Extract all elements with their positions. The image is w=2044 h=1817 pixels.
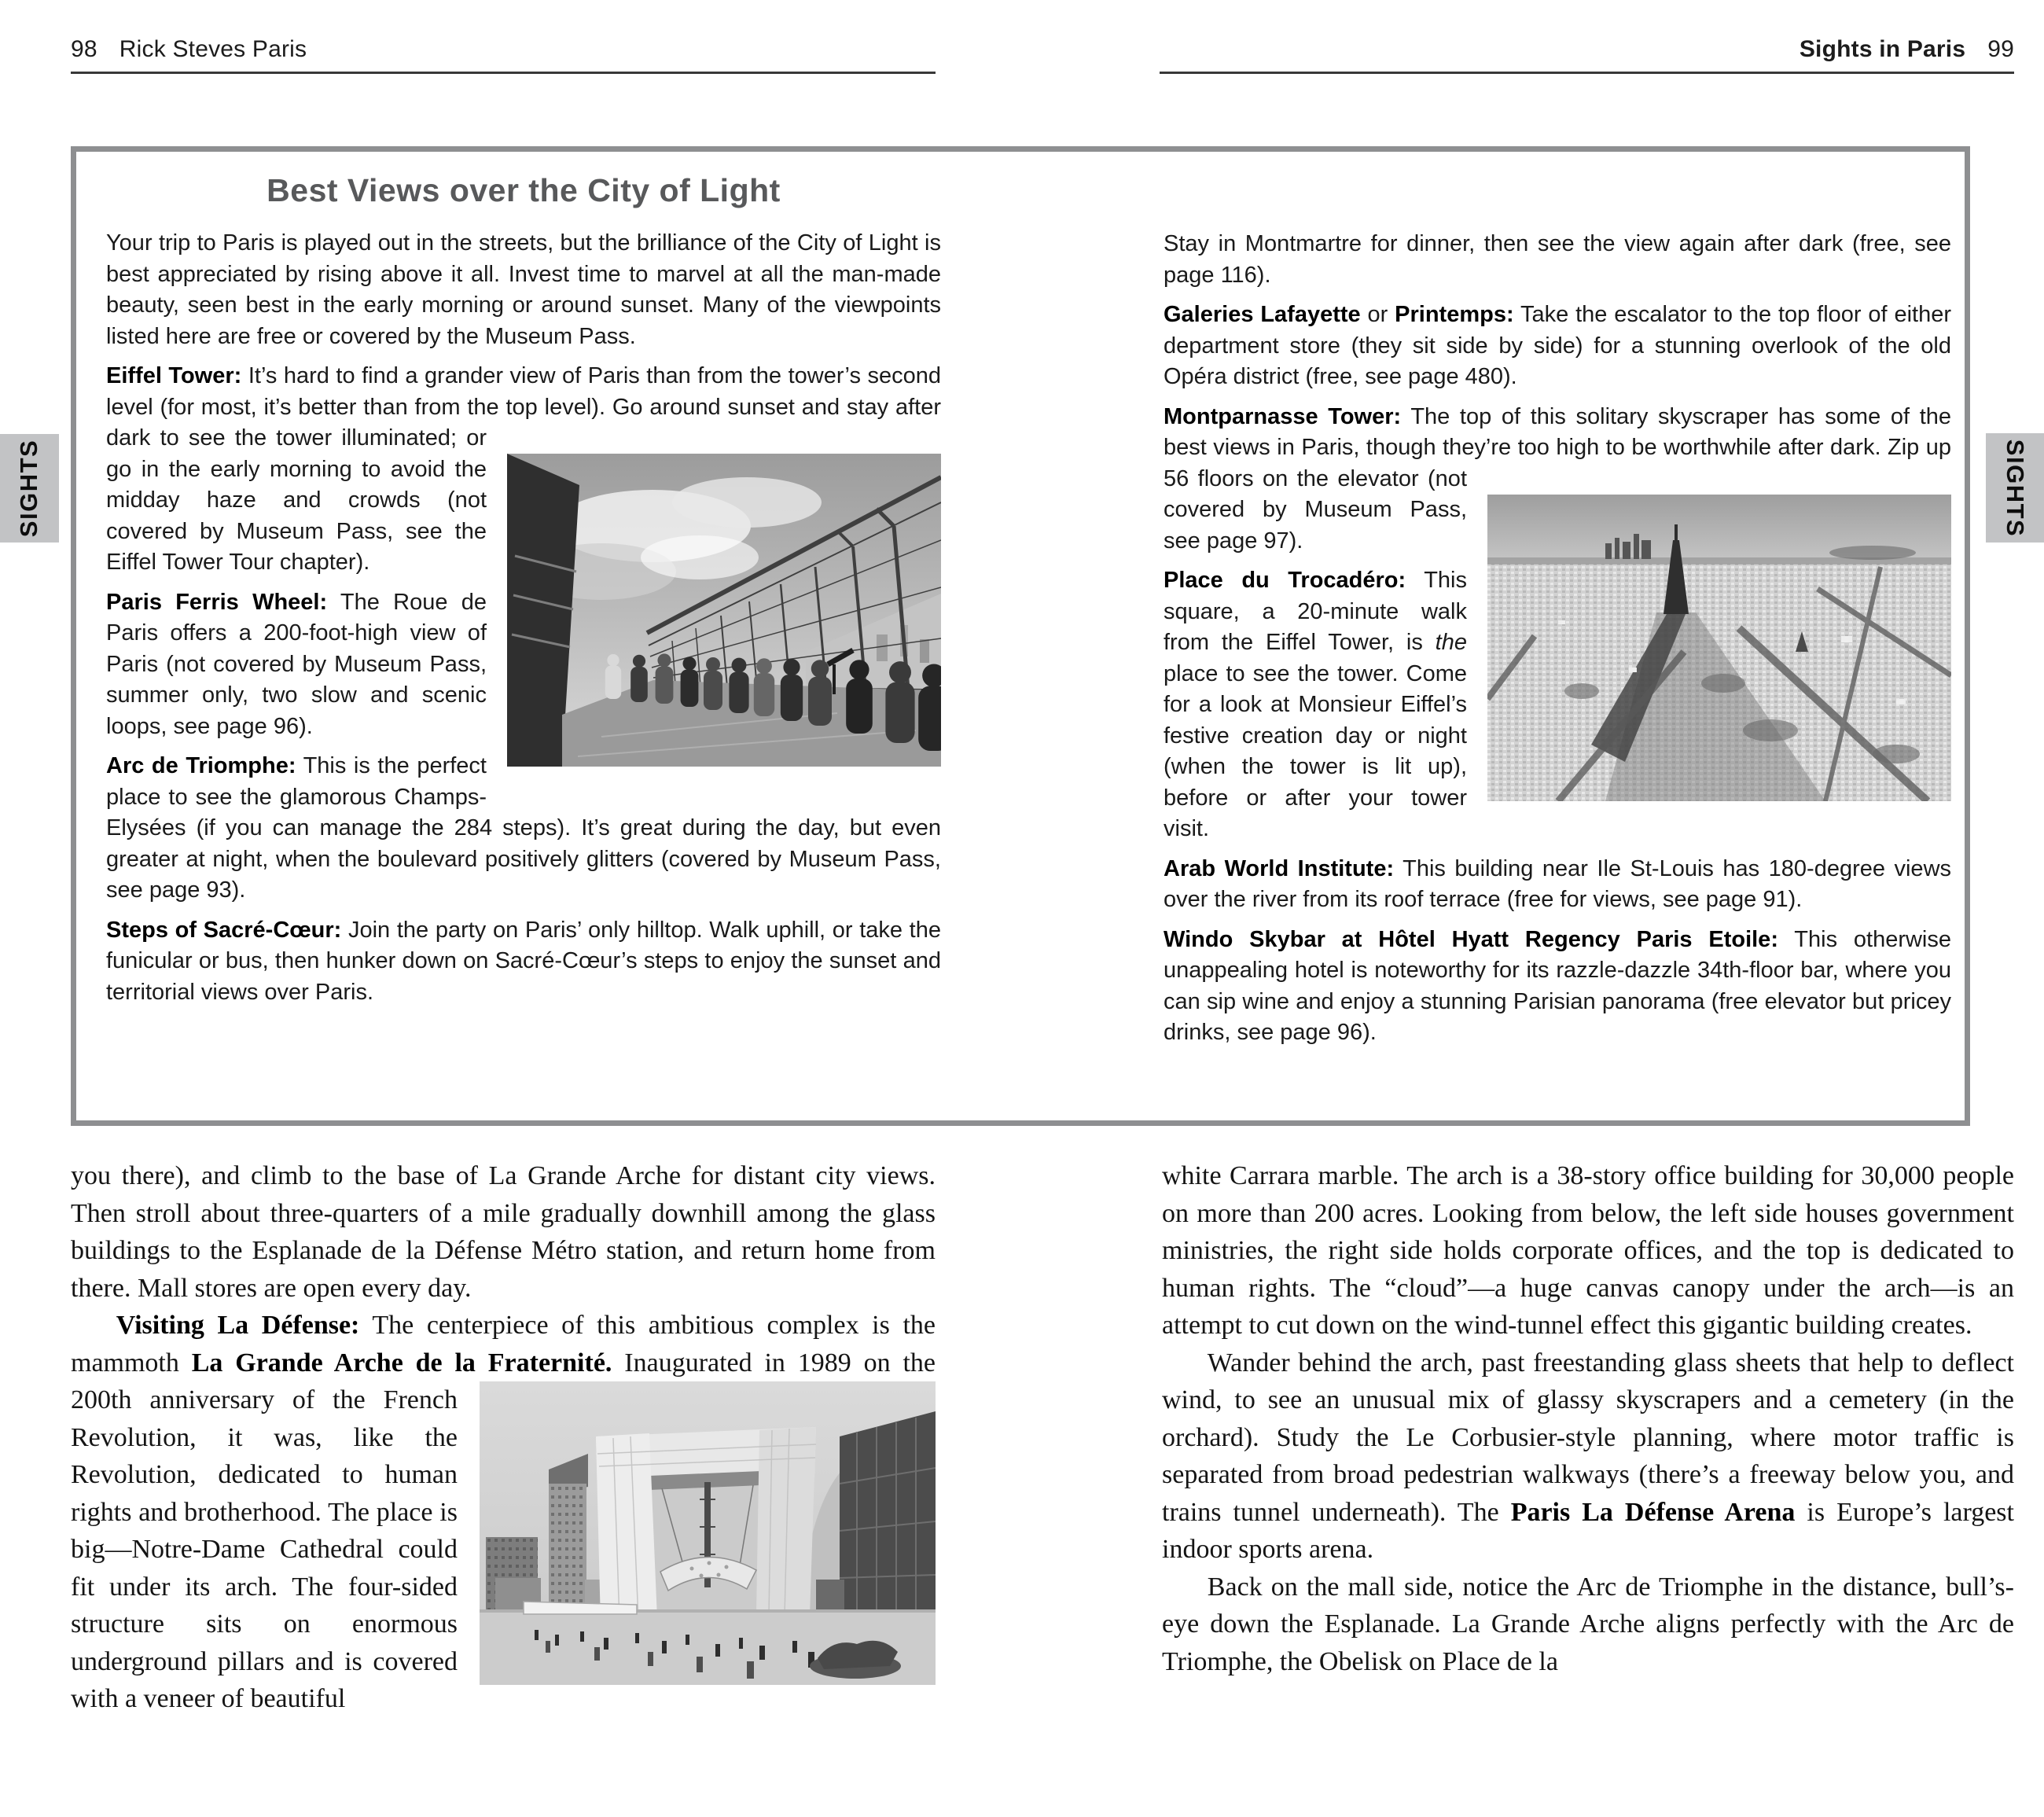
sidebar-right-column (1164, 229, 1951, 1057)
margin-tab-label: SIGHTS (15, 439, 43, 538)
eiffel-tower-paragraph (106, 361, 941, 579)
entry-text: place to see the tower. Come for a look at Monsieur Eiffel’s festive creation day or night (when the tower is lit up), before or after your tower visit. (1164, 660, 1467, 841)
entry-label: Place du Trocadéro: (1164, 568, 1406, 593)
entry-label: Galeries Lafayette (1164, 302, 1361, 327)
galeries-paragraph (1164, 300, 1951, 393)
body-left-column (71, 1157, 936, 1746)
body-text: Inaugurated in 1989 on the 200th anniversary of the French Revolution, it was, like the Revolution, dedicated to human rights and brotherhood. The place is big—Notre-Dame Cathedral could fit under its arch. The four-sided structure sits on enormous underground pillars and is covered with a veneer of beautiful (71, 1348, 936, 1713)
entry-text: The Roue de Paris offers a 200-foot-high view of Paris (not covered by Museum Pass, summer only, two slow and scenic loops, see page 96). (106, 589, 487, 739)
body-paragraph: white Carrara marble. The arch is a 38-story office building for 30,000 people on more than 200 acres. Looking from below, the left side houses government ministries, the right side holds corporate offices, and the top is dedicated to human rights. The “cloud”—a huge canvas canopy under the arch—is an attempt to cut down on the wind-tunnel effect this gigantic building creates. (1162, 1161, 2014, 1340)
windo-skybar-paragraph (1164, 925, 1951, 1049)
body-text: The centerpiece of this ambitious complex is the mammoth (71, 1311, 936, 1377)
body-text-bold: Paris La Défense Arena (1510, 1497, 1796, 1527)
montparnasse-paragraph (1164, 402, 1951, 557)
sacre-coeur-paragraph (106, 915, 941, 1009)
body-paragraph: Back on the mall side, notice the Arc de Triomphe in the distance, bull’s-eye down the Esplanade. La Grande Arche aligns perfectly with the Arc de Triomphe, the Obelisk on Place de la (1162, 1572, 2014, 1676)
montmartre-paragraph: Stay in Montmartre for dinner, then see the view again after dark (free, see page 116). (1164, 231, 1951, 288)
body-text-bold: La Grande Arche de la Fraternité. (191, 1348, 612, 1377)
entry-label: Eiffel Tower: (106, 363, 242, 388)
page-number-left: 98 (71, 36, 97, 62)
body-paragraph (1162, 1344, 2014, 1569)
entry-text: This is the perfect place to see the glamorous Champs-Elysées (if you can manage the 284 steps). It’s great during the day, but even greater at night, when the boulevard positively glitters (covered by Museum Pass, see page 93). (106, 753, 941, 903)
entry-connector: or (1360, 302, 1395, 327)
entry-text: This otherwise unappealing hotel is noteworthy for its razzle-dazzle 34th-floor bar, where you can sip wine and enjoy a stunning Parisian panorama (free elevator but pricey drinks, see page 96). (1164, 926, 1951, 1045)
entry-text: This square, a 20-minute walk from the Eiffel Tower, is (1164, 568, 1467, 655)
entry-label: Steps of Sacré-Cœur: (106, 917, 342, 943)
header-rule-left (71, 72, 936, 74)
margin-tab-sights-left (0, 434, 59, 543)
section-title: Sights in Paris (1799, 36, 1966, 62)
entry-label: Windo Skybar at Hôtel Hyatt Regency Paris Etoile: (1164, 926, 1778, 952)
visiting-la-defense-paragraph (71, 1307, 936, 1718)
entry-label-2: Printemps: (1395, 302, 1514, 327)
entry-text: It’s hard to find a grander view of Paris than from the tower’s second level (for most, it’s better than from the top level). Go around sunset and stay after dark to see the tower illuminated; or go in the early morning to avoid the midday haze and crowds (not covered by Museum Pass, see the Eiffel Tower Tour chapter). (106, 363, 942, 575)
grande-arche (596, 1427, 816, 1624)
body-text: Wander behind the arch, past freestanding glass sheets that help to deflect wind, to see an unusual mix of glassy skyscrapers and a cemetery (in the orchard). Study the Le Corbusier-style planning, where motor traffic is separated from broad pedestrian walkways (there’s a freeway below you, and trains tunnel underneath). The (1162, 1348, 2014, 1527)
entry-text-italic: the (1435, 630, 1467, 655)
entry-text: Join the party on Paris’ only hilltop. Walk uphill, or take the funicular or bus, then hunker down on Sacré-Cœur’s steps to enjoy the sunset and territorial views over Paris. (106, 917, 942, 1005)
sidebar-intro-paragraph: Your trip to Paris is played out in the streets, but the brilliance of the City of Light is best appreciated by rising above it all. Invest time to marvel at all the man-made beauty, seen best in the early morning or around sunset. Many of the viewpoints listed here are free or covered by the Museum Pass. (106, 230, 941, 349)
entry-text: Take the escalator to the top floor of either department store (they sit side by side) for a stunning overlook of the old Opéra district (free, see page 480). (1164, 302, 1952, 389)
entry-label: Montparnasse Tower: (1164, 403, 1402, 429)
photo-la-grande-arche (480, 1381, 936, 1685)
margin-tab-sights-right (1986, 433, 2044, 543)
grande-arche-photo-illustration (480, 1381, 936, 1685)
best-views-sidebar-box (71, 146, 1970, 1126)
sidebar-left-column (106, 172, 941, 1017)
arc-de-triomphe-paragraph (106, 751, 941, 907)
header-right (1160, 36, 2014, 63)
entry-label: Paris Ferris Wheel: (106, 589, 328, 615)
eiffel-deck-photo-illustration (507, 454, 941, 767)
arab-world-institute-paragraph (1164, 854, 1951, 916)
header-rule-right (1160, 72, 2014, 74)
entry-text: The top of this solitary skyscraper has some of the best views in Paris, though they’re too high to be worthwhile after dark. Zip up 56 floors on the elevator (not covered by Museum Pass, see page 97). (1164, 403, 1952, 554)
entry-label: Visiting La Défense: (116, 1311, 360, 1340)
page-number-right: 99 (1987, 36, 2014, 62)
photo-eiffel-deck-crowd (507, 454, 941, 767)
body-right-column (1162, 1157, 2014, 1680)
entry-text: This building near Ile St-Louis has 180-degree views over the river from its roof terrace (free for views, see page 91). (1164, 855, 1952, 912)
book-title: Rick Steves Paris (119, 36, 307, 62)
margin-tab-label: SIGHTS (2002, 439, 2029, 537)
entry-label: Arab World Institute: (1164, 855, 1395, 881)
aerial-paris-photo-illustration (1487, 495, 1951, 801)
entry-label: Arc de Triomphe: (106, 753, 296, 778)
body-text: is Europe’s largest indoor sports arena. (1162, 1497, 2014, 1564)
sidebar-title: Best Views over the City of Light (267, 172, 781, 208)
header-left (71, 36, 936, 63)
photo-aerial-paris (1487, 495, 1951, 801)
body-paragraph: you there), and climb to the base of La Grande Arche for distant city views. Then stroll about three-quarters of a mile gradually downhill among the glass buildings to the Esplanade de la Défense Métro station, and return home from there. Mall stores are open every day. (71, 1161, 936, 1303)
